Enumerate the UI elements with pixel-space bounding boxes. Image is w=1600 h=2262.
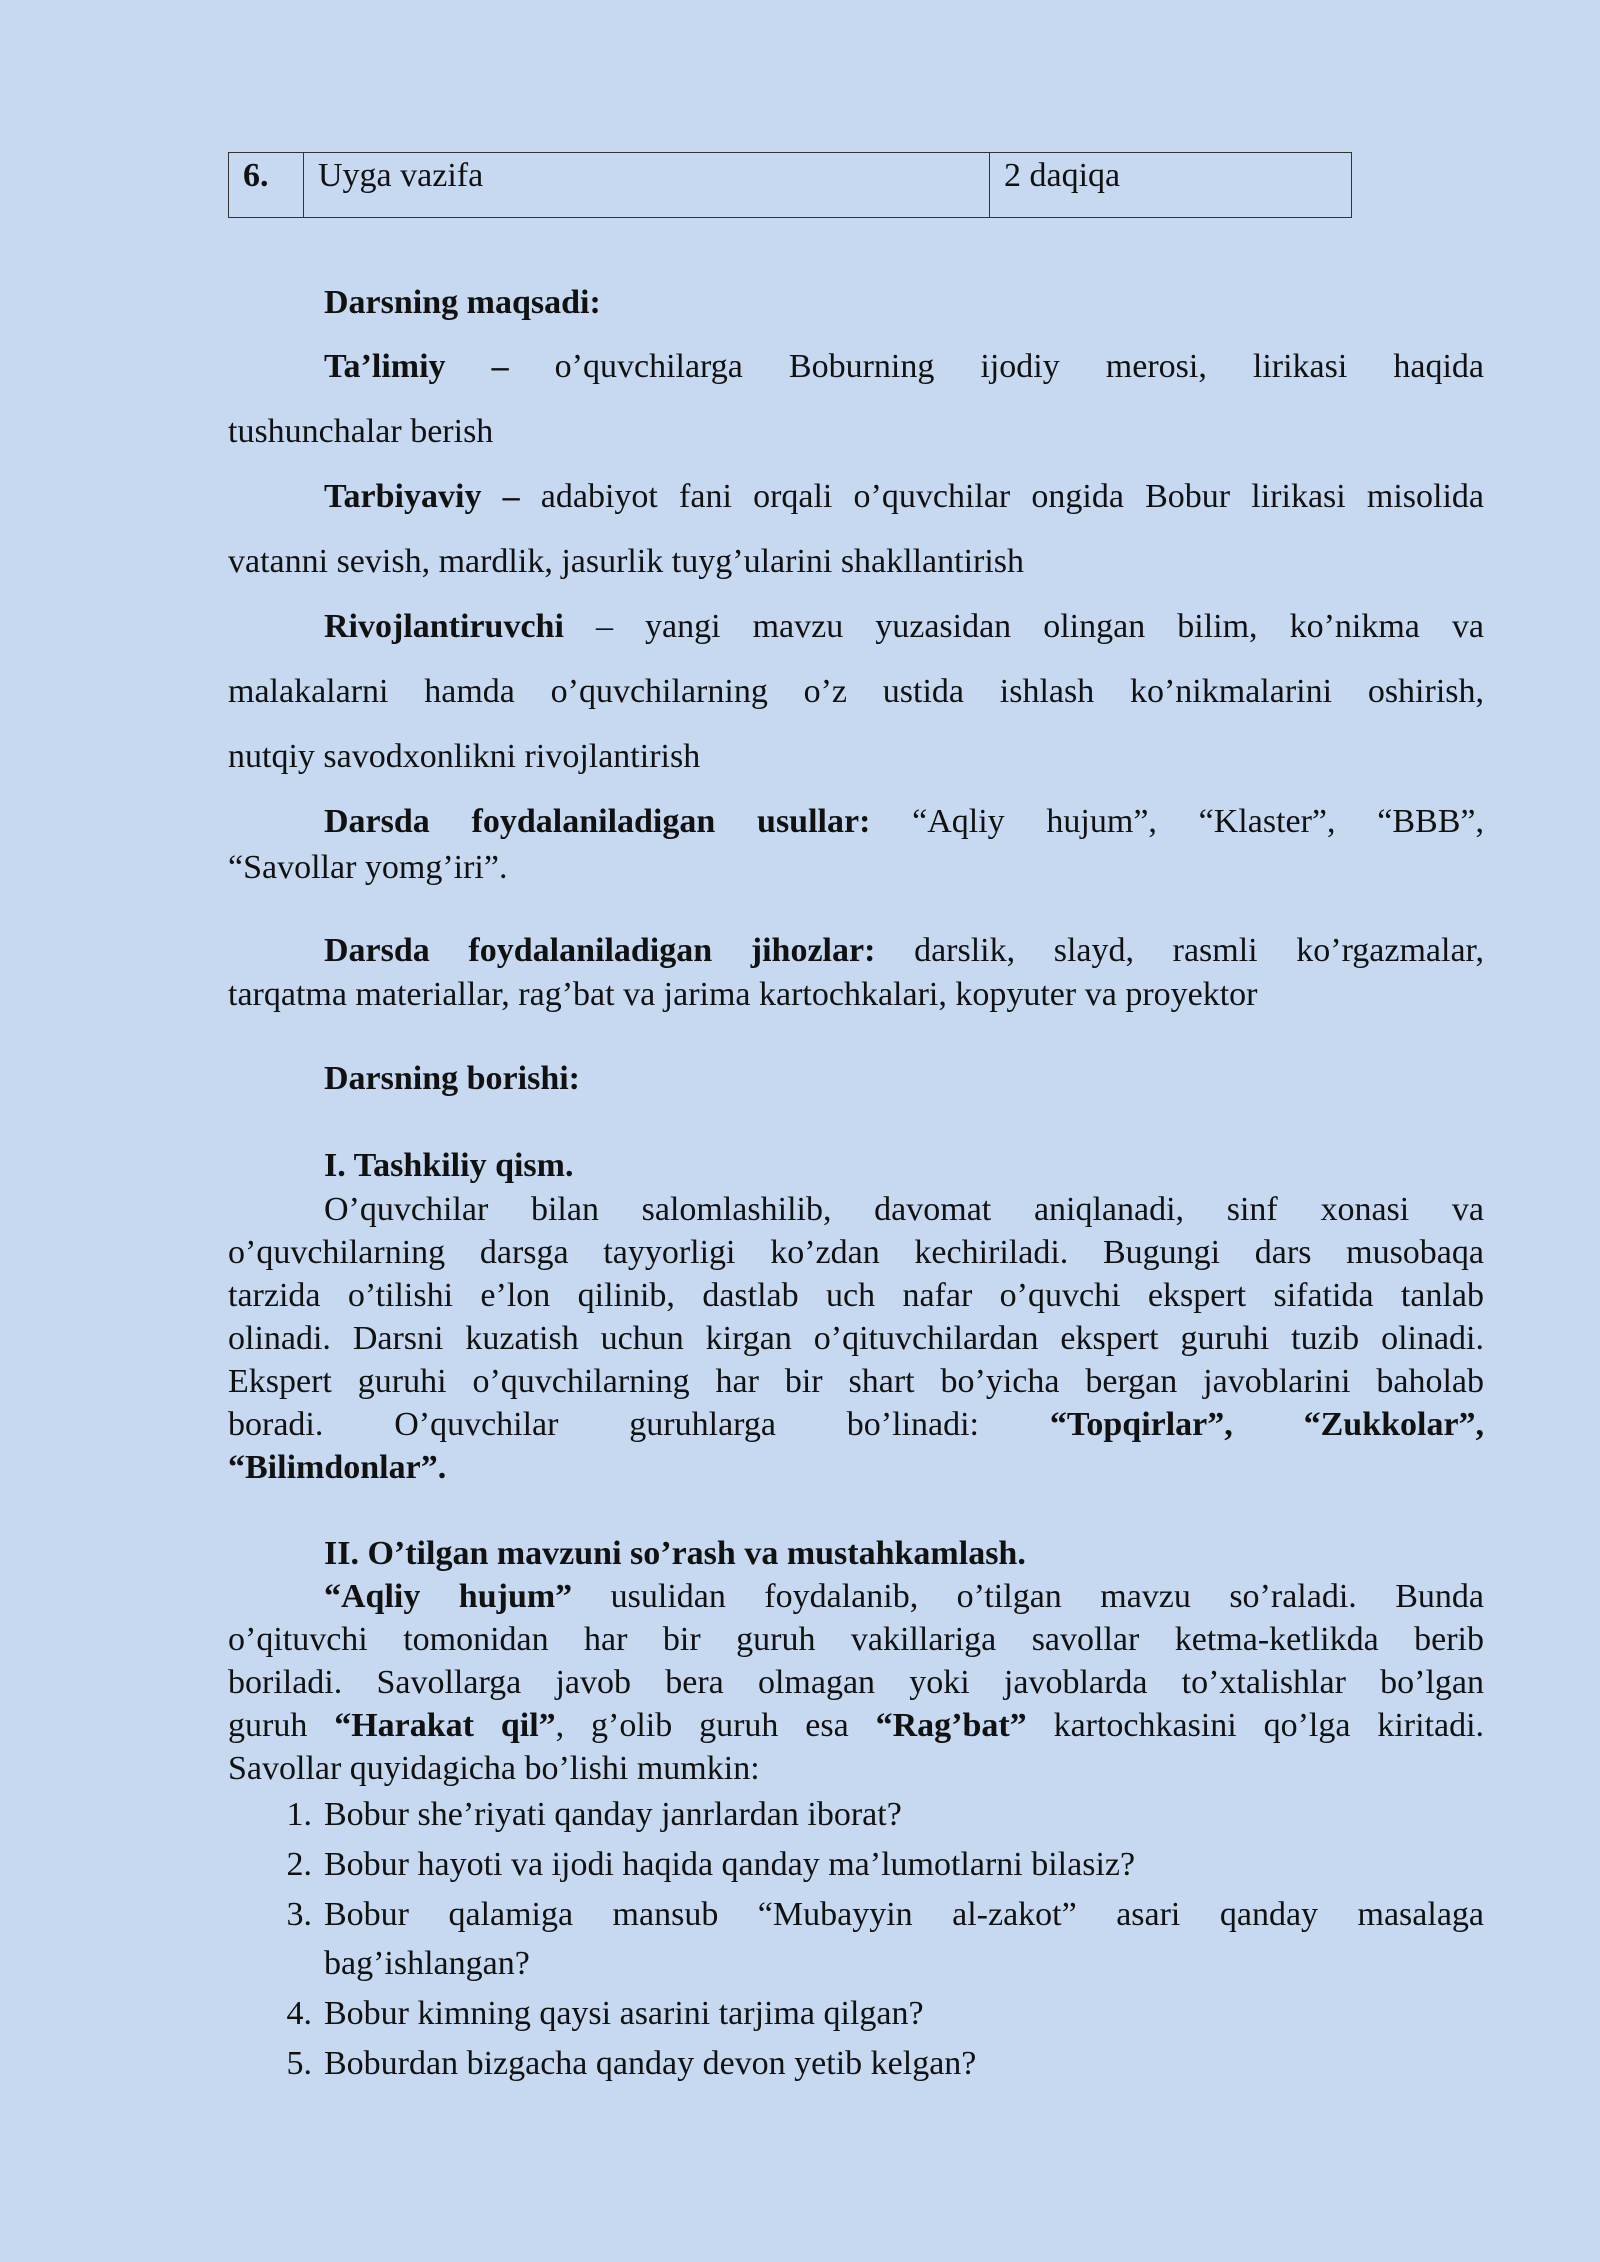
section2-line5: Savollar quyidagicha bo’lishi mumkin:	[228, 1750, 760, 1787]
row-number: 6.	[229, 153, 304, 218]
borishi-heading: Darsning borishi:	[324, 1060, 580, 1097]
section2-line1: “Aqliy hujum” usulidan foydalanib, o’tilgan mavzu so’raladi. Bunda	[324, 1578, 1484, 1615]
rivoj-line3: nutqiy savodxonlikni rivojlantirish	[228, 738, 701, 775]
section1-line3: tarzida o’tilishi e’lon qilinib, dastlab uch nafar o’quvchi ekspert sifatida tanlab	[228, 1277, 1484, 1314]
rivoj-line1: Rivojlantiruvchi – yangi mavzu yuzasidan olingan bilim, ko’nikma va	[324, 608, 1485, 645]
section1-heading: I. Tashkiliy qism.	[324, 1147, 574, 1184]
talimiy-line2: tushunchalar berish	[228, 413, 494, 450]
goal-heading: Darsning maqsadi:	[324, 284, 601, 321]
talimiy-line1: Ta’limiy – o’quvchilarga Boburning ijodiy merosi, lirikasi haqida	[324, 348, 1484, 385]
list-item: 2. Bobur hayoti va ijodi haqida qanday ma’lumotlarni bilasiz?	[286, 1846, 1136, 1883]
section2-line2: o’qituvchi tomonidan har bir guruh vakillariga savollar ketma-ketlikda berib	[228, 1621, 1484, 1658]
usullar-line2: “Savollar yomg’iri”.	[228, 849, 508, 886]
usullar-line1: Darsda foydalaniladigan usullar: “Aqliy hujum”, “Klaster”, “BBB”,	[324, 803, 1484, 840]
tarbiyaviy-line1: Tarbiyaviy – adabiyot fani orqali o’quvchilar ongida Bobur lirikasi misolida	[324, 478, 1484, 515]
lesson-plan-table	[228, 152, 1352, 218]
rivoj-line2: malakalarni hamda o’quvchilarning o’z ustida ishlash ko’nikmalarini oshirish,	[228, 673, 1484, 710]
tarbiyaviy-line2: vatanni sevish, mardlik, jasurlik tuyg’ularini shakllantirish	[228, 543, 1025, 580]
section1-line5: Ekspert guruhi o’quvchilarning har bir shart bo’yicha bergan javoblarini baholab	[228, 1363, 1484, 1400]
section1-line6: boradi. O’quvchilar guruhlarga bo’linadi: “Topqirlar”, “Zukkolar”,	[228, 1406, 1485, 1443]
jihozlar-line1: Darsda foydalaniladigan jihozlar: darslik, slayd, rasmli ko’rgazmalar,	[324, 932, 1484, 969]
list-item: 5. Boburdan bizgacha qanday devon yetib kelgan?	[286, 2045, 977, 2082]
section2-line4: guruh “Harakat qil”, g’olib guruh esa “Rag’bat” kartochkasini qo’lga kiritadi.	[228, 1707, 1485, 1744]
section1-line1: O’quvchilar bilan salomlashilib, davomat aniqlanadi, sinf xonasi va	[324, 1191, 1484, 1228]
section1-line4: olinadi. Darsni kuzatish uchun kirgan o’qituvchilardan ekspert guruhi tuzib olinadi.	[228, 1320, 1484, 1357]
section1-line2: o’quvchilarning darsga tayyorligi ko’zdan kechiriladi. Bugungi dars musobaqa	[228, 1234, 1484, 1271]
table-row	[229, 153, 1352, 218]
row-duration: 2 daqiqa	[990, 153, 1352, 218]
list-item: 4. Bobur kimning qaysi asarini tarjima qilgan?	[286, 1995, 924, 2032]
section2-line3: boriladi. Savollarga javob bera olmagan yoki javoblarda to’xtalishlar bo’lgan	[228, 1664, 1484, 1701]
section1-line7: “Bilimdonlar”.	[228, 1449, 447, 1486]
section2-heading: II. O’tilgan mavzuni so’rash va mustahkamlash.	[324, 1535, 1026, 1572]
jihozlar-line2: tarqatma materiallar, rag’bat va jarima kartochkalari, kopyuter va proyektor	[228, 976, 1258, 1013]
list-item: 3. Bobur qalamiga mansub “Mubayyin al-zakot” asari qanday masalaga bag’ishlangan?	[286, 1896, 1484, 1982]
list-item: 1. Bobur she’riyati qanday janrlardan iborat?	[286, 1796, 902, 1833]
row-activity: Uyga vazifa	[304, 153, 990, 218]
